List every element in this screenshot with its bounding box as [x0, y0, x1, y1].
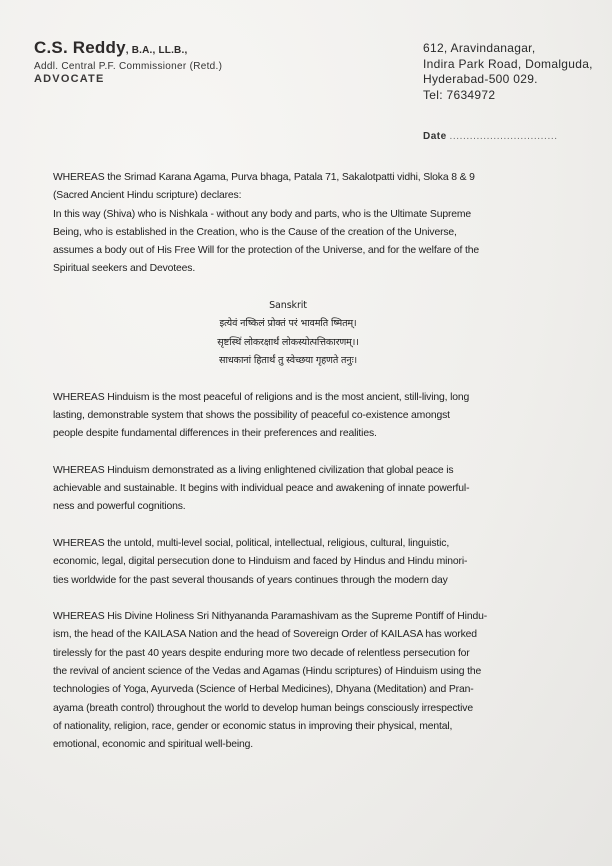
paragraph-whereas-civilization [53, 462, 553, 517]
date-label: Date [423, 131, 447, 142]
letterhead-title: Addl. Central P.F. Commissioner (Retd.) [34, 61, 223, 72]
text-line: ties worldwide for the past several thousands of years continues through the modern day [53, 574, 448, 586]
text-line: In this way (Shiva) who is Nishkala - without any body and parts, who is the Ultimate Supreme [53, 208, 472, 220]
sanskrit-line: सृष्टस्थिं लोकरक्षार्थं लोकस्योत्पत्तिकारणम्।। [217, 336, 359, 348]
text-line: ness and powerful cognitions. [53, 501, 186, 513]
letterhead-qualifications: , B.A., LL.B., [125, 45, 188, 56]
text-line: Being, who is established in the Creation, who is the Cause of the creation of the Universe, [53, 226, 457, 238]
paragraph-whereas-peaceful [53, 389, 553, 444]
text-line: emotional, economic and spiritual well-being. [53, 739, 254, 751]
document-body [53, 169, 553, 773]
text-line: technologies of Yoga, Ayurveda (Science of Herbal Medicines), Dhyana (Meditation) and Pran- [53, 684, 474, 696]
address-line: Indira Park Road, Domalguda, [423, 56, 593, 71]
text-line: of nationality, religion, race, gender or economic status in improving their physical, mental, [53, 720, 453, 732]
text-line: economic, legal, digital persecution done to Hinduism and faced by Hindus and Hindu minori- [53, 556, 468, 568]
text-line: Spiritual seekers and Devotees. [53, 263, 196, 275]
text-line: WHEREAS Hinduism demonstrated as a living enlightened civilization that global peace is [53, 464, 454, 476]
address-phone: Tel: 7634972 [423, 87, 496, 102]
text-line: (Sacred Ancient Hindu scripture) declares: [53, 190, 242, 202]
text-line: tirelessly for the past 40 years despite enduring more two decade of relentless persecution for [53, 647, 470, 659]
letterhead-role: ADVOCATE [34, 73, 105, 85]
sanskrit-line: साधकानां हितार्थं तु स्वेच्छया गृहणते तनुः। [219, 354, 357, 366]
date-line [423, 131, 558, 142]
date-blank: ................................ [449, 131, 558, 142]
address-line: 612, Aravindanagar, [423, 41, 536, 55]
sanskrit-line: इत्येवं नष्किलं प्रोक्तं परं भावमति ष्मितम्। [219, 318, 357, 330]
letterhead-name-line [34, 38, 222, 61]
text-line: WHEREAS the untold, multi-level social, political, intellectual, religious, cultural, linguistic, [53, 537, 450, 549]
text-line: achievable and sustainable. It begins with individual peace and awakening of innate powerful- [53, 483, 470, 495]
letterhead-name: C.S. Reddy [34, 38, 126, 57]
sanskrit-heading: Sanskrit [269, 300, 307, 312]
letterhead-address [423, 41, 593, 103]
address-line: Hyderabad-500 029. [423, 72, 538, 86]
text-line: WHEREAS Hinduism is the most peaceful of religions and is the most ancient, still-living, long [53, 391, 470, 403]
text-line: WHEREAS His Divine Holiness Sri Nithyananda Paramashivam as the Supreme Pontiff of Hindu- [53, 611, 488, 623]
paragraph-whereas-agama [53, 169, 553, 279]
text-line: lasting, demonstrable system that shows the possibility of peaceful co-existence amongst [53, 409, 450, 421]
paragraph-whereas-persecution [53, 535, 553, 590]
text-line: ayama (breath control) throughout the world to develop human beings consciously irrespective [53, 702, 473, 714]
paragraph-whereas-nithyananda [53, 608, 553, 754]
letterhead [34, 38, 222, 85]
text-line: people despite fundamental differences in their preferences and realities. [53, 428, 377, 440]
text-line: ism, the head of the KAILASA Nation and the head of Sovereign Order of KAILASA has worked [53, 629, 477, 641]
text-line: assumes a body out of His Free Will for the protection of the Universe, and for the welfare of the [53, 245, 479, 257]
sanskrit-verse [53, 297, 523, 370]
text-line: WHEREAS the Srimad Karana Agama, Purva bhaga, Patala 71, Sakalotpatti vidhi, Sloka 8 & 9 [53, 172, 475, 183]
text-line: the revival of ancient science of the Vedas and Agamas (Hindu scriptures) of Hinduism using the [53, 666, 482, 678]
